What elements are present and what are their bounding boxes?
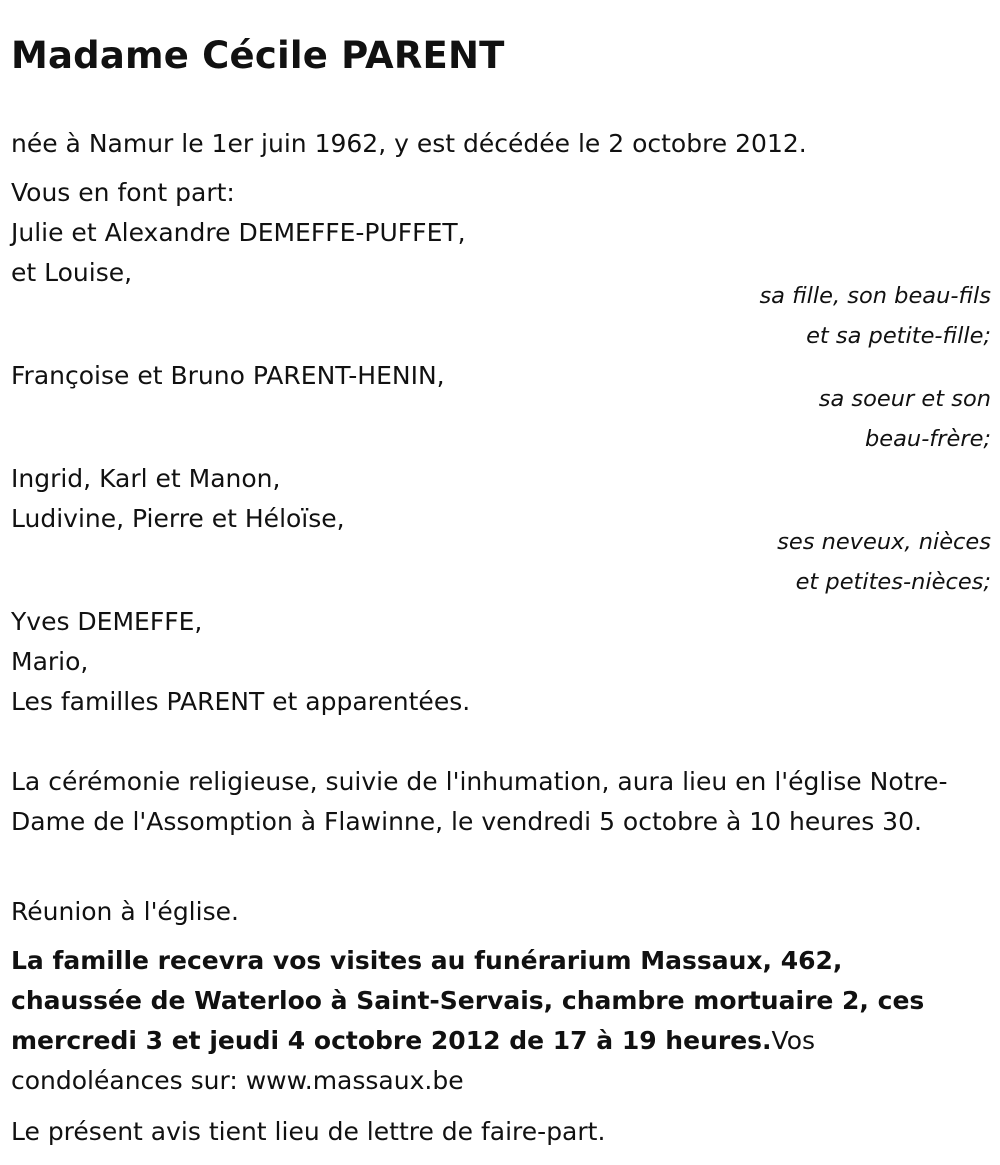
ceremony-paragraph: La cérémonie religieuse, suivie de l'inhumation, aura lieu en l'église Notre-Dame de l'Assomption à Flawinne, le vendredi 5 octobre à 10 heures 30. [11, 767, 948, 836]
family-others-line2: Mario, [11, 647, 89, 676]
family-group3-relation-line2: et petites-nièces; [795, 569, 991, 595]
announce-line: Vous en font part: [11, 178, 235, 207]
visits-bold-text: La famille recevra vos visites au funérarium Massaux, 462, chaussée de Waterloo à Saint-Servais, chambre mortuaire 2, ces mercredi 3 et jeudi 4 octobre 2012 de 17 à 19 heures. [11, 946, 925, 1055]
family-group1-relation-line2: et sa petite-fille; [806, 323, 991, 349]
family-group2-relation-line1: sa soeur et son [818, 386, 991, 412]
family-group1-line1: Julie et Alexandre DEMEFFE-PUFFET, [11, 218, 466, 247]
reunion-line: Réunion à l'église. [11, 897, 239, 926]
family-group1-line2: et Louise, [11, 258, 133, 287]
family-group1-relation-line1: sa fille, son beau-fils [759, 283, 991, 309]
closing-line: Le présent avis tient lieu de lettre de faire-part. [11, 1117, 606, 1146]
family-others-line3: Les familles PARENT et apparentées. [11, 687, 471, 716]
deceased-name-title: Madame Cécile PARENT [11, 34, 505, 77]
family-group3-line1: Ingrid, Karl et Manon, [11, 464, 281, 493]
family-group2-line1: Françoise et Bruno PARENT-HENIN, [11, 361, 445, 390]
family-others-line1: Yves DEMEFFE, [11, 607, 203, 636]
family-group2-relation-line2: beau-frère; [865, 426, 991, 452]
family-group3-line2: Ludivine, Pierre et Héloïse, [11, 504, 345, 533]
visits-paragraph [11, 941, 971, 1101]
family-group3-relation-line1: ses neveux, nièces [777, 529, 991, 555]
condolences-text: Vos condoléances sur: www.massaux.be [11, 1026, 816, 1095]
birth-death-line: née à Namur le 1er juin 1962, y est décédée le 2 octobre 2012. [11, 129, 807, 158]
